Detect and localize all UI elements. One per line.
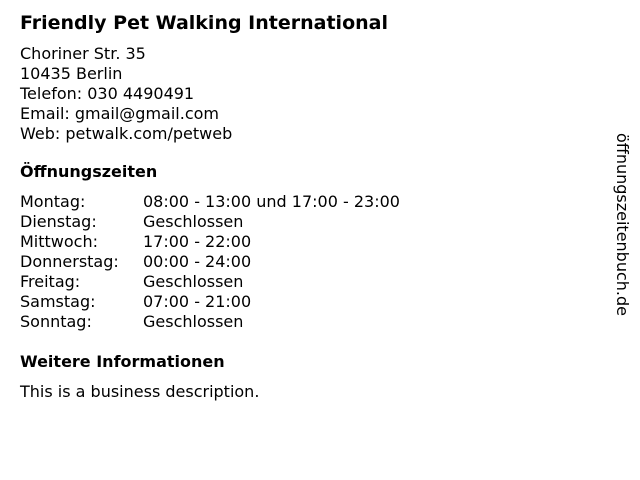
business-description: This is a business description. (20, 382, 260, 401)
hours-row (20, 292, 400, 312)
street-address: Choriner Str. 35 (20, 44, 146, 63)
opening-time: 08:00 - 13:00 und 17:00 - 23:00 (143, 192, 400, 211)
hours-row (20, 312, 400, 332)
opening-hours-table (20, 192, 400, 332)
weekday-label: Samstag: (20, 292, 96, 311)
contact-block (20, 44, 590, 144)
hours-row (20, 232, 400, 252)
weekday-label: Freitag: (20, 272, 81, 291)
business-name: Friendly Pet Walking International (20, 12, 388, 34)
hours-row (20, 272, 400, 292)
opening-time: 07:00 - 21:00 (143, 292, 252, 311)
site-watermark (612, 133, 632, 363)
postal-city: 10435 Berlin (20, 64, 123, 83)
hours-row (20, 192, 400, 212)
weekday-label: Donnerstag: (20, 252, 119, 271)
opening-time: Geschlossen (143, 312, 244, 331)
weekday-label: Mittwoch: (20, 232, 98, 251)
weekday-label: Montag: (20, 192, 86, 211)
phone-number: Telefon: 030 4490491 (20, 84, 195, 103)
business-card (20, 10, 590, 402)
weekday-label: Sonntag: (20, 312, 92, 331)
opening-time: 00:00 - 24:00 (143, 252, 252, 271)
site-watermark-text: öffnungszeitenbuch.de (613, 133, 632, 316)
weekday-label: Dienstag: (20, 212, 97, 231)
website-address: Web: petwalk.com/petweb (20, 124, 233, 143)
hours-row (20, 212, 400, 232)
email-address: Email: gmail@gmail.com (20, 104, 219, 123)
opening-time: Geschlossen (143, 272, 244, 291)
more-info-heading: Weitere Informationen (20, 352, 225, 371)
hours-row (20, 252, 400, 272)
opening-time: 17:00 - 22:00 (143, 232, 252, 251)
opening-time: Geschlossen (143, 212, 244, 231)
opening-hours-heading: Öffnungszeiten (20, 162, 158, 181)
